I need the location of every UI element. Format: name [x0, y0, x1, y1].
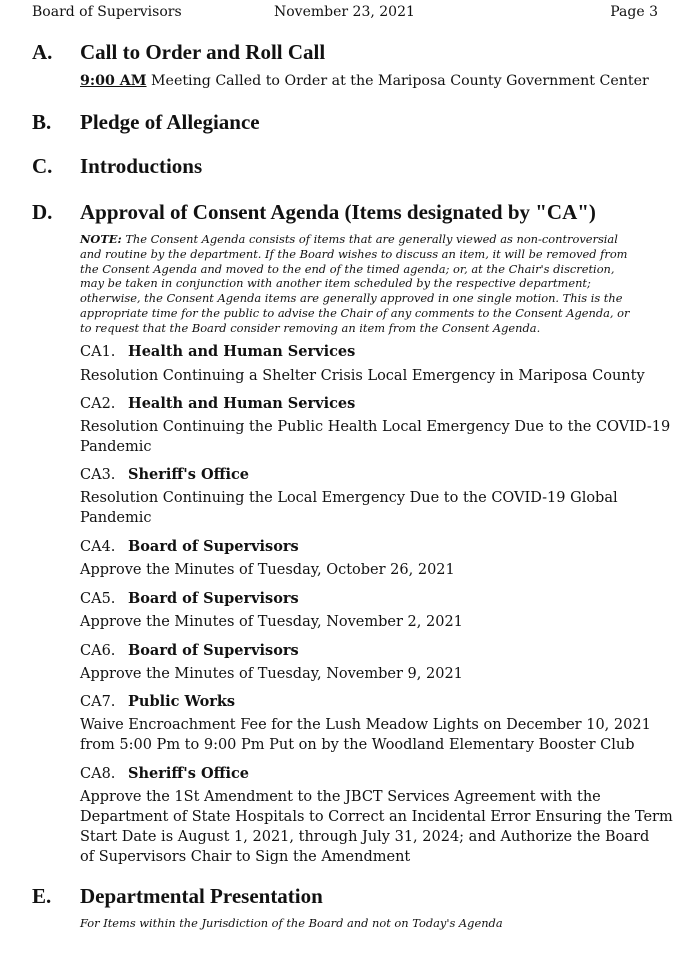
note-label: NOTE: — [80, 232, 122, 246]
consent-item-ca7-heading — [80, 693, 235, 710]
note-line: appropriate time for the public to advise the Chair of any comments to the Consent Agenda, or — [80, 305, 630, 320]
consent-item-ca1-heading — [80, 343, 355, 360]
consent-item-ca7-description — [80, 715, 651, 755]
consent-item-department: Health and Human Services — [128, 343, 356, 360]
section-title: Pledge of Allegiance — [80, 110, 260, 134]
note-line: otherwise, the Consent Agenda items are generally approved in one single motion. This is the — [80, 291, 623, 306]
section-letter: C. — [32, 154, 53, 178]
note-line: the Consent Agenda and moved to the end of the timed agenda; or, at the Chair's discretion, — [80, 261, 615, 276]
consent-item-ca2-description — [80, 417, 670, 457]
note-line: may be taken in conjunction with another item scheduled by the respective department; — [80, 276, 591, 291]
header-date: November 23, 2021 — [274, 4, 415, 20]
description-line: Resolution Continuing the Local Emergency Due to the COVID-19 Global — [80, 490, 618, 506]
consent-item-number: CA6. — [80, 643, 116, 659]
consent-item-number: CA4. — [80, 539, 116, 555]
consent-item-department: Health and Human Services — [128, 395, 356, 412]
section-title: Call to Order and Roll Call — [80, 40, 326, 64]
consent-item-department: Sheriff's Office — [128, 765, 250, 782]
note-line: and routine by the department. If the Board wishes to discuss an item, it will be removed from — [80, 246, 628, 261]
description-line: Start Date is August 1, 2021, through July 31, 2024; and Authorize the Board — [80, 829, 650, 845]
description-line: Pandemic — [80, 439, 152, 455]
consent-item-department: Board of Supervisors — [128, 642, 299, 659]
section-title: Departmental Presentation — [80, 884, 323, 908]
description-line: Pandemic — [80, 510, 152, 526]
consent-item-number: CA8. — [80, 766, 116, 782]
header-page-number: Page 3 — [610, 4, 658, 20]
consent-item-ca6-heading — [80, 642, 299, 659]
description-line: Approve the Minutes of Tuesday, November 9, 2021 — [80, 666, 463, 682]
call-to-order-text: Meeting Called to Order at the Mariposa County Government Center — [146, 73, 649, 89]
consent-item-department: Board of Supervisors — [128, 538, 299, 555]
consent-item-ca5-description — [80, 612, 463, 632]
consent-item-number: CA3. — [80, 467, 116, 483]
description-line: Resolution Continuing a Shelter Crisis Local Emergency in Mariposa County — [80, 368, 645, 384]
consent-item-department: Sheriff's Office — [128, 466, 250, 483]
call-to-order-time: 9:00 AM — [80, 73, 147, 89]
description-line: Approve the Minutes of Tuesday, October 26, 2021 — [80, 562, 455, 578]
consent-item-ca6-description — [80, 664, 463, 684]
consent-item-number: CA7. — [80, 694, 116, 710]
presentation-subtitle: For Items within the Jurisdiction of the Board and not on Today's Agenda — [80, 916, 503, 930]
consent-item-department: Public Works — [128, 693, 236, 710]
section-letter: B. — [32, 110, 52, 134]
consent-item-ca4-heading — [80, 538, 299, 555]
consent-item-number: CA5. — [80, 591, 116, 607]
consent-item-ca5-heading — [80, 590, 299, 607]
consent-item-number: CA1. — [80, 344, 116, 360]
consent-item-ca8-heading — [80, 765, 249, 782]
description-line: Department of State Hospitals to Correct an Incidental Error Ensuring the Term — [80, 809, 673, 825]
description-line: Approve the Minutes of Tuesday, November 2, 2021 — [80, 614, 463, 630]
section-letter: E. — [32, 884, 52, 908]
consent-item-department: Board of Supervisors — [128, 590, 299, 607]
consent-item-ca3-heading — [80, 466, 249, 483]
section-title: Introductions — [80, 154, 203, 178]
note-line: to request that the Board consider removing an item from the Consent Agenda. — [80, 320, 541, 335]
description-line: Resolution Continuing the Public Health Local Emergency Due to the COVID-19 — [80, 419, 671, 435]
consent-item-ca2-heading — [80, 395, 355, 412]
description-line: from 5:00 Pm to 9:00 Pm Put on by the Woodland Elementary Booster Club — [80, 737, 635, 753]
header-board-name: Board of Supervisors — [32, 4, 182, 20]
note-line: The Consent Agenda consists of items that are generally viewed as non-controversial — [121, 232, 618, 246]
page-header — [32, 4, 658, 22]
consent-agenda-note — [80, 232, 660, 336]
section-title: Approval of Consent Agenda (Items designated by "CA") — [80, 200, 596, 224]
description-line: Approve the 1St Amendment to the JBCT Services Agreement with the — [80, 789, 601, 805]
section-letter: A. — [32, 40, 53, 64]
description-line: of Supervisors Chair to Sign the Amendment — [80, 849, 411, 865]
consent-item-ca8-description — [80, 787, 673, 867]
section-letter: D. — [32, 200, 53, 224]
consent-item-ca4-description — [80, 560, 455, 580]
consent-item-number: CA2. — [80, 396, 116, 412]
consent-item-ca3-description — [80, 488, 618, 528]
call-to-order-line — [80, 73, 649, 89]
description-line: Waive Encroachment Fee for the Lush Meadow Lights on December 10, 2021 — [80, 717, 651, 733]
consent-item-ca1-description — [80, 366, 645, 386]
